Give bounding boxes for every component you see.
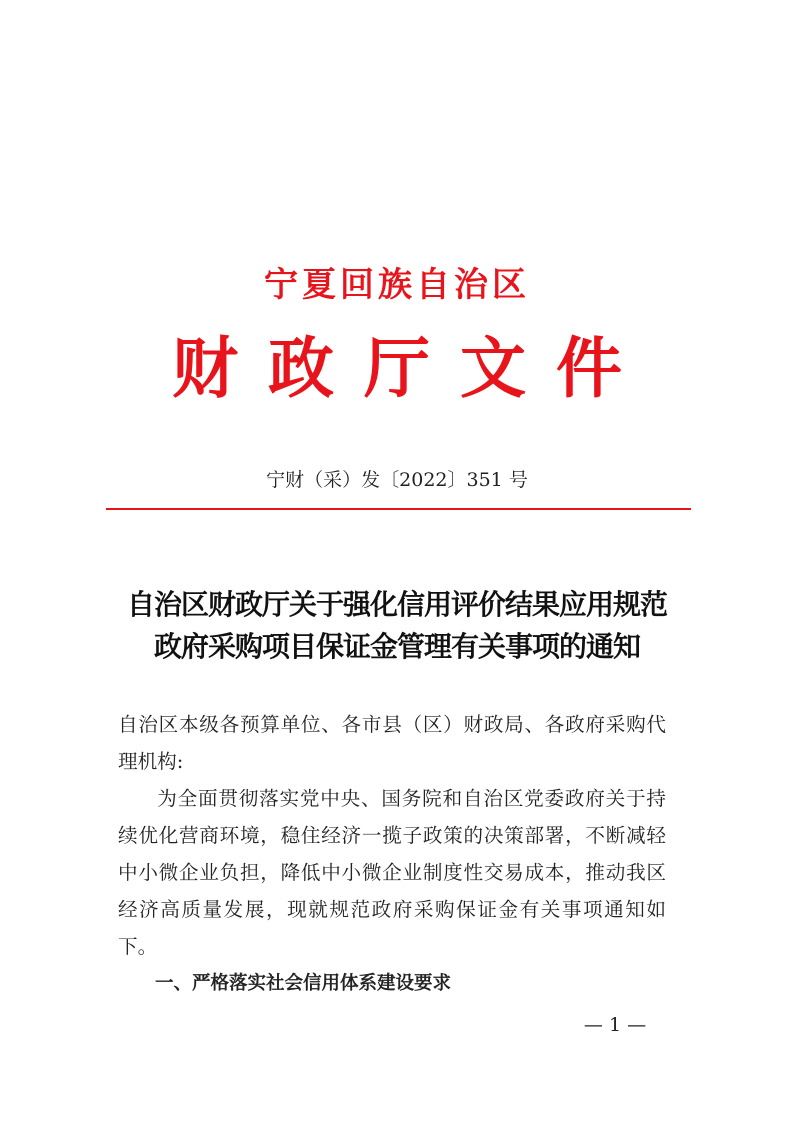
document-type-heading: 财政厅文件 <box>172 329 652 407</box>
title-line-1: 自治区财政厅关于强化信用评价结果应用规范 <box>126 588 667 621</box>
red-separator-line <box>106 508 691 510</box>
issuing-organization: 宁夏回族自治区 <box>264 265 530 305</box>
title-line-2: 政府采购项目保证金管理有关事项的通知 <box>153 630 640 663</box>
document-body <box>118 706 666 1002</box>
recipients: 自治区本级各预算单位、各市县（区）财政局、各政府采购代理机构: <box>118 713 666 773</box>
document-title <box>100 584 694 668</box>
body-paragraph: 为全面贯彻落实党中央、国务院和自治区党委政府关于持续优化营商环境，稳住经济一揽子政策的决策部署，不断减轻中小微企业负担，降低中小微企业制度性交易成本，推动我区经济高质量发展，现就规范政府采购保证金有关事项通知如下。 <box>118 787 666 958</box>
page-number: — 1 — <box>583 1014 647 1036</box>
document-number: 宁财（采）发〔2022〕351 号 <box>266 469 528 491</box>
section-heading: 一、严格落实社会信用体系建设要求 <box>155 973 452 994</box>
